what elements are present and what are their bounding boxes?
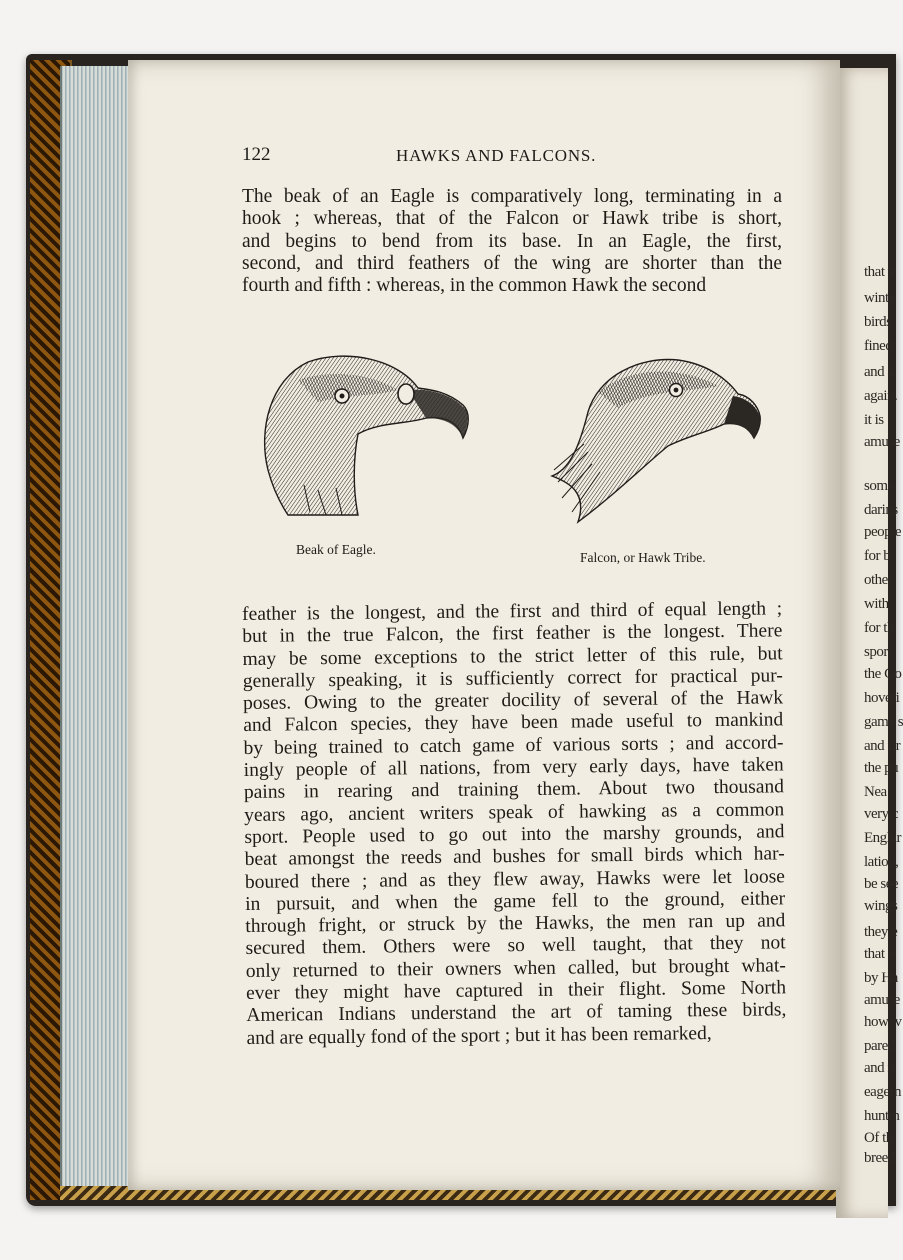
hawk-head-illustration	[548, 352, 762, 528]
facing-page-fragment: winte	[864, 290, 895, 306]
facing-page-fragment: pared	[864, 1038, 895, 1054]
paragraph-top	[242, 186, 782, 297]
text-line: ever they might have captured in their flight. Some North	[245, 977, 787, 1005]
facing-page-fragment: the Go	[864, 666, 902, 682]
text-line: pains in rearing and training them. About two thousand	[243, 776, 785, 804]
facing-page-fragment: it is	[864, 412, 884, 428]
facing-page-fragment: Nea	[864, 784, 887, 800]
text-line: fourth and fifth : whereas, in the common Hawk the second	[242, 275, 707, 297]
facing-page-fragment: and fir	[864, 738, 901, 754]
eagle-caption: Beak of Eagle.	[296, 542, 376, 557]
eagle-head-illustration	[258, 350, 472, 520]
facing-page-fragment: sport.	[864, 644, 895, 660]
facing-page-fragment: and a	[864, 364, 894, 380]
facing-page-fragment: that v	[864, 264, 895, 280]
text-line: only returned to their owners when called, but brought what-	[245, 955, 786, 982]
facing-page-fragment: wings	[864, 898, 898, 914]
text-line: by being trained to catch game of various sorts ; and accord-	[243, 732, 784, 759]
facing-page-fragment: fined,	[864, 338, 896, 354]
facing-page-fragment: amuse	[864, 992, 900, 1008]
text-line: sport. People used to go out into the marshy grounds, and	[244, 821, 785, 848]
facing-page-fragment: amuse	[864, 434, 900, 450]
text-line: through fright, or struck by the Hawks, the men ran up and	[245, 910, 786, 938]
text-line: second, and third feathers of the wing are shorter than the	[242, 252, 782, 274]
text-line: secured them. Others were so well taught, that they not	[245, 932, 786, 960]
text-line: but in the true Falcon, the first feather is the longest. There	[242, 620, 783, 648]
facing-page-fragment: for th	[864, 620, 894, 636]
text-line: and begins to bend from its base. In an Eagle, the first,	[242, 230, 782, 252]
hawk-caption: Falcon, or Hawk Tribe.	[580, 550, 706, 565]
facing-page-fragment: howev	[864, 1014, 902, 1030]
page-number: 122	[242, 144, 271, 165]
facing-page-fragment: Of th	[864, 1130, 893, 1146]
text-line: boured there ; and as they flew away, Hawks were let loose	[244, 865, 785, 893]
facing-page-fragment: some	[864, 478, 894, 494]
facing-page-fragment: be see	[864, 876, 899, 892]
text-line: ingly people of all nations, from very early days, have taken	[243, 754, 784, 782]
text-line: feather is the longest, and the first and third of equal length ;	[242, 598, 783, 625]
facing-page-fragment: very c	[864, 806, 899, 822]
facing-page-fragment: with	[864, 596, 889, 612]
text-line: poses. Owing to the greater docility of several of the Hawk	[242, 687, 784, 715]
facing-page-fragment: for b	[864, 548, 891, 564]
facing-page-fragment: hoveri	[864, 690, 900, 706]
paragraph-bottom	[242, 598, 787, 1050]
facing-page-fragment: lation,	[864, 854, 899, 870]
text-line: generally speaking, it is sufficiently correct for practical pur-	[242, 665, 783, 692]
text-line: years ago, ancient writers speak of hawking as a common	[244, 799, 785, 826]
facing-page-fragment: other	[864, 572, 893, 588]
text-line: The beak of an Eagle is comparatively long, terminating in a	[242, 186, 782, 207]
facing-page-fragment: and n	[864, 1060, 895, 1076]
facing-page-fragment: the pu	[864, 760, 899, 776]
facing-page-fragment: birds,	[864, 314, 895, 330]
facing-page-fragment: again.	[864, 388, 898, 404]
facing-page-fragment: game s	[864, 714, 903, 730]
text-line: in pursuit, and when the game fell to the ground, either	[245, 888, 786, 915]
page-edges	[60, 66, 134, 1186]
facing-page-fragment: huntin	[864, 1108, 900, 1124]
text-line: American Indians understand the art of taming these birds,	[246, 999, 787, 1027]
facing-page-fragment: they e	[864, 924, 898, 940]
facing-page-fragment: darins	[864, 502, 898, 518]
facing-page-fragment: breed	[864, 1150, 895, 1166]
text-line: hook ; whereas, that of the Falcon or Hawk tribe is short,	[242, 208, 782, 230]
text-line: may be some exceptions to the strict letter of this rule, but	[242, 642, 783, 670]
text-line: beat amongst the reeds and bushes for small birds which har-	[244, 843, 785, 871]
facing-page-fragment: people	[864, 524, 901, 540]
facing-page-fragment: Englar	[864, 830, 901, 846]
text-line: and are equally fond of the sport ; but it has been remarked,	[246, 1022, 712, 1049]
facing-page-fragment: that o	[864, 946, 895, 962]
facing-page	[836, 68, 903, 1218]
facing-page-fragment: eagern	[864, 1084, 901, 1100]
running-title: HAWKS AND FALCONS.	[396, 146, 597, 165]
text-line: and Falcon species, they have been made useful to mankind	[243, 709, 784, 737]
facing-page-fragment: by Ha	[864, 970, 898, 986]
